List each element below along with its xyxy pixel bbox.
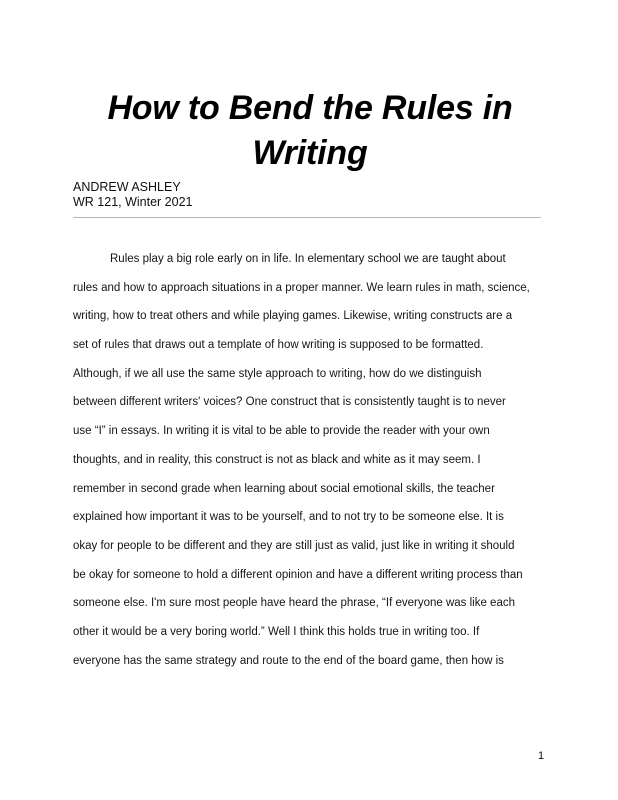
document-title: How to Bend the Rules in Writing: [107, 89, 513, 172]
essay-body: [73, 245, 553, 675]
body-line: other it would be a very boring world.” Well I think this holds true in writing too. If: [73, 625, 480, 638]
body-line: be okay for someone to hold a different opinion and have a different writing process than: [73, 568, 523, 581]
body-line: Although, if we all use the same style approach to writing, how do we distinguish: [73, 367, 482, 380]
body-line: everyone has the same strategy and route to the end of the board game, then how is: [73, 654, 504, 667]
body-line: someone else. I'm sure most people have heard the phrase, “If everyone was like each: [73, 597, 515, 610]
body-line: explained how important it was to be yourself, and to not try to be someone else. It is: [73, 511, 504, 524]
body-line: okay for people to be different and they are still just as valid, just like in writing it should: [73, 539, 515, 552]
course-info: WR 121, Winter 2021: [73, 195, 193, 209]
body-line: use “I” in essays. In writing it is vital to be able to provide the reader with your own: [73, 425, 490, 438]
body-line: set of rules that draws out a template of how writing is supposed to be formatted.: [73, 339, 484, 352]
page-number: 1: [538, 750, 545, 762]
body-line: thoughts, and in reality, this construct is not as black and white as it may seem. I: [73, 453, 481, 466]
body-line: rules and how to approach situations in a proper manner. We learn rules in math, science,: [73, 281, 530, 294]
body-line: remember in second grade when learning about social emotional skills, the teacher: [73, 482, 495, 495]
author-name: ANDREW ASHLEY: [73, 180, 181, 194]
body-line: Rules play a big role early on in life. In elementary school we are taught about: [110, 253, 506, 265]
body-line: between different writers' voices? One construct that is consistently taught is to never: [73, 396, 506, 409]
header-divider: [73, 217, 541, 218]
body-line: writing, how to treat others and while playing games. Likewise, writing constructs are a: [73, 310, 513, 323]
